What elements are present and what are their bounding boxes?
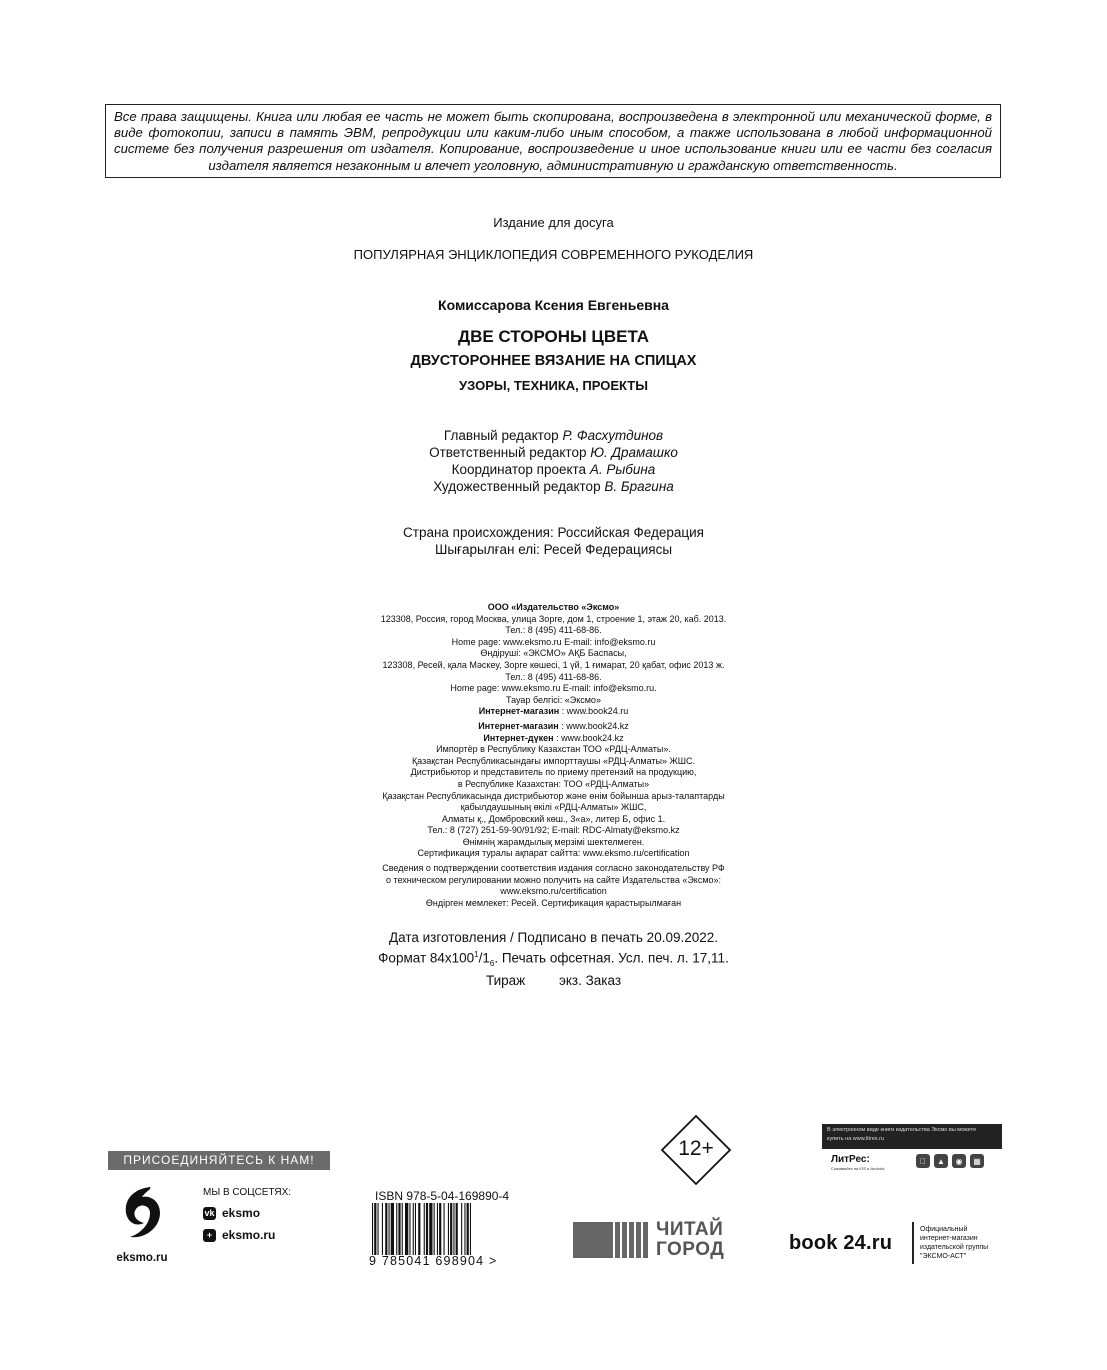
circulation: Тираж экз. Заказ xyxy=(485,973,622,989)
ean-number: 9 785041 698904 > xyxy=(369,1254,498,1268)
publisher-line: 123308, Ресей, қала Мәскеу, Зорге көшесі, 1 үй, 1 ғимарат, 20 қабат, офис 2013 ж. xyxy=(382,659,725,670)
chitai-gorod-logo[interactable] xyxy=(573,1220,724,1260)
book24-desc-line: "ЭКСМО-АСТ" xyxy=(920,1253,967,1260)
cert-line: Өндірген мемлекет: Ресей. Сертификация қарастырылмаған xyxy=(425,897,682,908)
shop-line: Интернет-дүкен : www.book24.kz xyxy=(483,732,624,743)
publisher-line: Тел.: 8 (495) 411-68-86. xyxy=(505,671,602,682)
print-info xyxy=(0,929,1107,989)
publisher-line: Тауар белгісі: «Эксмо» xyxy=(506,694,601,705)
apple-icon xyxy=(916,1154,930,1168)
barcode-image xyxy=(370,1203,516,1255)
litres-logo[interactable]: ЛитРес: xyxy=(831,1154,870,1165)
publisher-info xyxy=(0,602,1107,909)
origin-line: Шығарылған елі: Ресей Федерациясы xyxy=(434,542,673,557)
credit-line: Художественный редактор В. Брагина xyxy=(433,479,674,494)
windows-phone-icon: ◉ xyxy=(952,1154,966,1168)
chitai-gorod-text xyxy=(656,1220,724,1260)
kz-line: Қазақстан Республикасындағы импорттаушы «РДЦ-Алматы» ЖШС. xyxy=(411,755,696,766)
cert-line: Сведения о подтверждении соответствия издания согласно законодательству РФ xyxy=(382,863,725,874)
cert-line: www.eksmo.ru/certification xyxy=(500,886,607,897)
author: Комиссарова Ксения Евгеньевна xyxy=(438,297,669,313)
shop-line: Интернет-магазин : www.book24.kz xyxy=(478,720,629,731)
social-link-ok[interactable] xyxy=(203,1228,275,1242)
book24-desc-line: издательской группы xyxy=(920,1244,989,1251)
credits-block xyxy=(0,427,1107,495)
ebook-banner-line: купить на www.litres.ru xyxy=(827,1136,884,1142)
ebook-banner[interactable] xyxy=(822,1124,1002,1149)
credit-line: Координатор проекта А. Рыбина xyxy=(451,462,656,477)
shop-line: Интернет-магазин : www.book24.ru xyxy=(478,706,629,717)
book24-logo[interactable]: book 24.ru xyxy=(789,1232,893,1254)
kz-line: Импортёр в Республику Казахстан ТОО «РДЦ-Алматы». xyxy=(436,744,671,755)
ebook-banner-line: В электронном виде книги издательства Эксмо вы можете xyxy=(827,1127,977,1133)
eksmo-logo[interactable] xyxy=(120,1183,164,1243)
divider xyxy=(912,1222,914,1264)
publisher-line: Өндіруші: «ЭКСМО» АҚБ Баспасы, xyxy=(480,648,627,659)
credit-line: Ответственный редактор Ю. Драмашко xyxy=(429,445,678,460)
android-icon: ▲ xyxy=(934,1154,948,1168)
print-format: Формат $84x100^1/1_6$. Печать офсетная. Усл. печ. л. 17,11. xyxy=(378,950,729,969)
publisher-name: ООО «Издательство «Эксмо» xyxy=(487,602,620,612)
chitai-gorod-mark-icon xyxy=(573,1220,651,1260)
gorod-word: ГОРОД xyxy=(656,1239,725,1260)
ok-icon: + xyxy=(203,1229,216,1242)
kz-line: Алматы қ., Домбровский көш., 3«а», литер Б, офис 1. xyxy=(441,813,666,824)
chitai-word: ЧИТАЙ xyxy=(656,1219,724,1240)
book-subtitle: ДВУСТОРОННЕЕ ВЯЗАНИЕ НА СПИЦАХ xyxy=(410,353,697,369)
eksmo-site-link[interactable]: eksmo.ru xyxy=(116,1252,168,1264)
book24-desc-line: интернет-магазин xyxy=(920,1235,978,1242)
series-title: ПОПУЛЯРНАЯ ЭНЦИКЛОПЕДИЯ СОВРЕМЕННОГО РУКОДЕЛИЯ xyxy=(353,247,754,262)
publisher-line: Тел.: 8 (495) 411-68-86. xyxy=(505,625,602,636)
kz-line: Дистрибьютор и представитель по приему претензий на продукцию, xyxy=(410,767,697,778)
rights-notice-text: Все права защищены. Книга или любая ее часть не может быть скопирована, воспроизведена в электронной или механической форме, в виде фотокопии, записи в память ЭВМ, репродукции или каким-либо иным способом, а также использована в любой информационной системе без получения разрешения от издателя. Копирование, воспроизведение и иное использование книги или ее части без согласия издателя является незаконным и влечет уголовную, административную и гражданскую ответственность. xyxy=(114,109,992,173)
kz-line: Сертификация туралы ақпарат сайтта: www.eksmo.ru/certification xyxy=(417,848,690,859)
publisher-line: Home page: www.eksmo.ru E-mail: info@eksmo.ru. xyxy=(450,683,657,694)
kz-line: қабылдаушының өкілі «РДЦ-Алматы» ЖШС, xyxy=(460,802,647,813)
social-title: МЫ В СОЦСЕТЯХ: xyxy=(203,1187,292,1198)
book-subtitle-2: УЗОРЫ, ТЕХНИКА, ПРОЕКТЫ xyxy=(459,378,648,393)
origin-block xyxy=(0,524,1107,558)
publisher-line: 123308, Россия, город Москва, улица Зорге, дом 1, строение 1, этаж 20, каб. 2013. xyxy=(380,613,727,624)
publisher-line: Home page: www.eksmo.ru E-mail: info@eksmo.ru xyxy=(451,636,656,647)
age-rating: 12+ xyxy=(678,1137,714,1160)
rights-notice-box xyxy=(105,104,1001,178)
kz-line: в Республике Казахстан: ТОО «РДЦ-Алматы» xyxy=(457,778,650,789)
vk-icon: vk xyxy=(204,1208,215,1218)
kz-line: Тел.: 8 (727) 251-59-90/91/92; E-mail: RDC-Almaty@eksmo.kz xyxy=(427,825,680,836)
cert-line: о техническом регулировании можно получить на сайте Издательства «Эксмо»: xyxy=(385,874,722,885)
kz-line: Өнімнің жарамдылық мерзімі шектелмеген. xyxy=(462,836,645,847)
book24-description xyxy=(920,1225,988,1261)
social-link-vk[interactable] xyxy=(203,1206,260,1220)
origin-line: Страна происхождения: Российская Федерация xyxy=(403,525,704,540)
windows-icon: ▦ xyxy=(970,1154,984,1168)
edition-type: Издание для досуга xyxy=(493,215,614,230)
print-date: Дата изготовления / Подписано в печать 20.09.2022. xyxy=(389,930,718,945)
join-us-banner: ПРИСОЕДИНЯЙТЕСЬ К НАМ! xyxy=(108,1151,330,1170)
litres-subtitle: Скачивайте на iOS и Android xyxy=(831,1166,885,1171)
credit-line: Главный редактор Р. Фасхутдинов xyxy=(443,428,664,443)
isbn: ISBN 978-5-04-169890-4 xyxy=(375,1189,510,1203)
book24-desc-line: Официальный xyxy=(920,1226,968,1233)
book-title: ДВЕ СТОРОНЫ ЦВЕТА xyxy=(457,327,650,346)
social-label: eksmo xyxy=(222,1206,261,1220)
social-label: eksmo.ru xyxy=(222,1228,276,1242)
platform-icons xyxy=(916,1154,984,1168)
kz-line: Қазақстан Республикасында дистрибьютор және өнім бойынша арыз-талаптарды xyxy=(382,790,725,801)
